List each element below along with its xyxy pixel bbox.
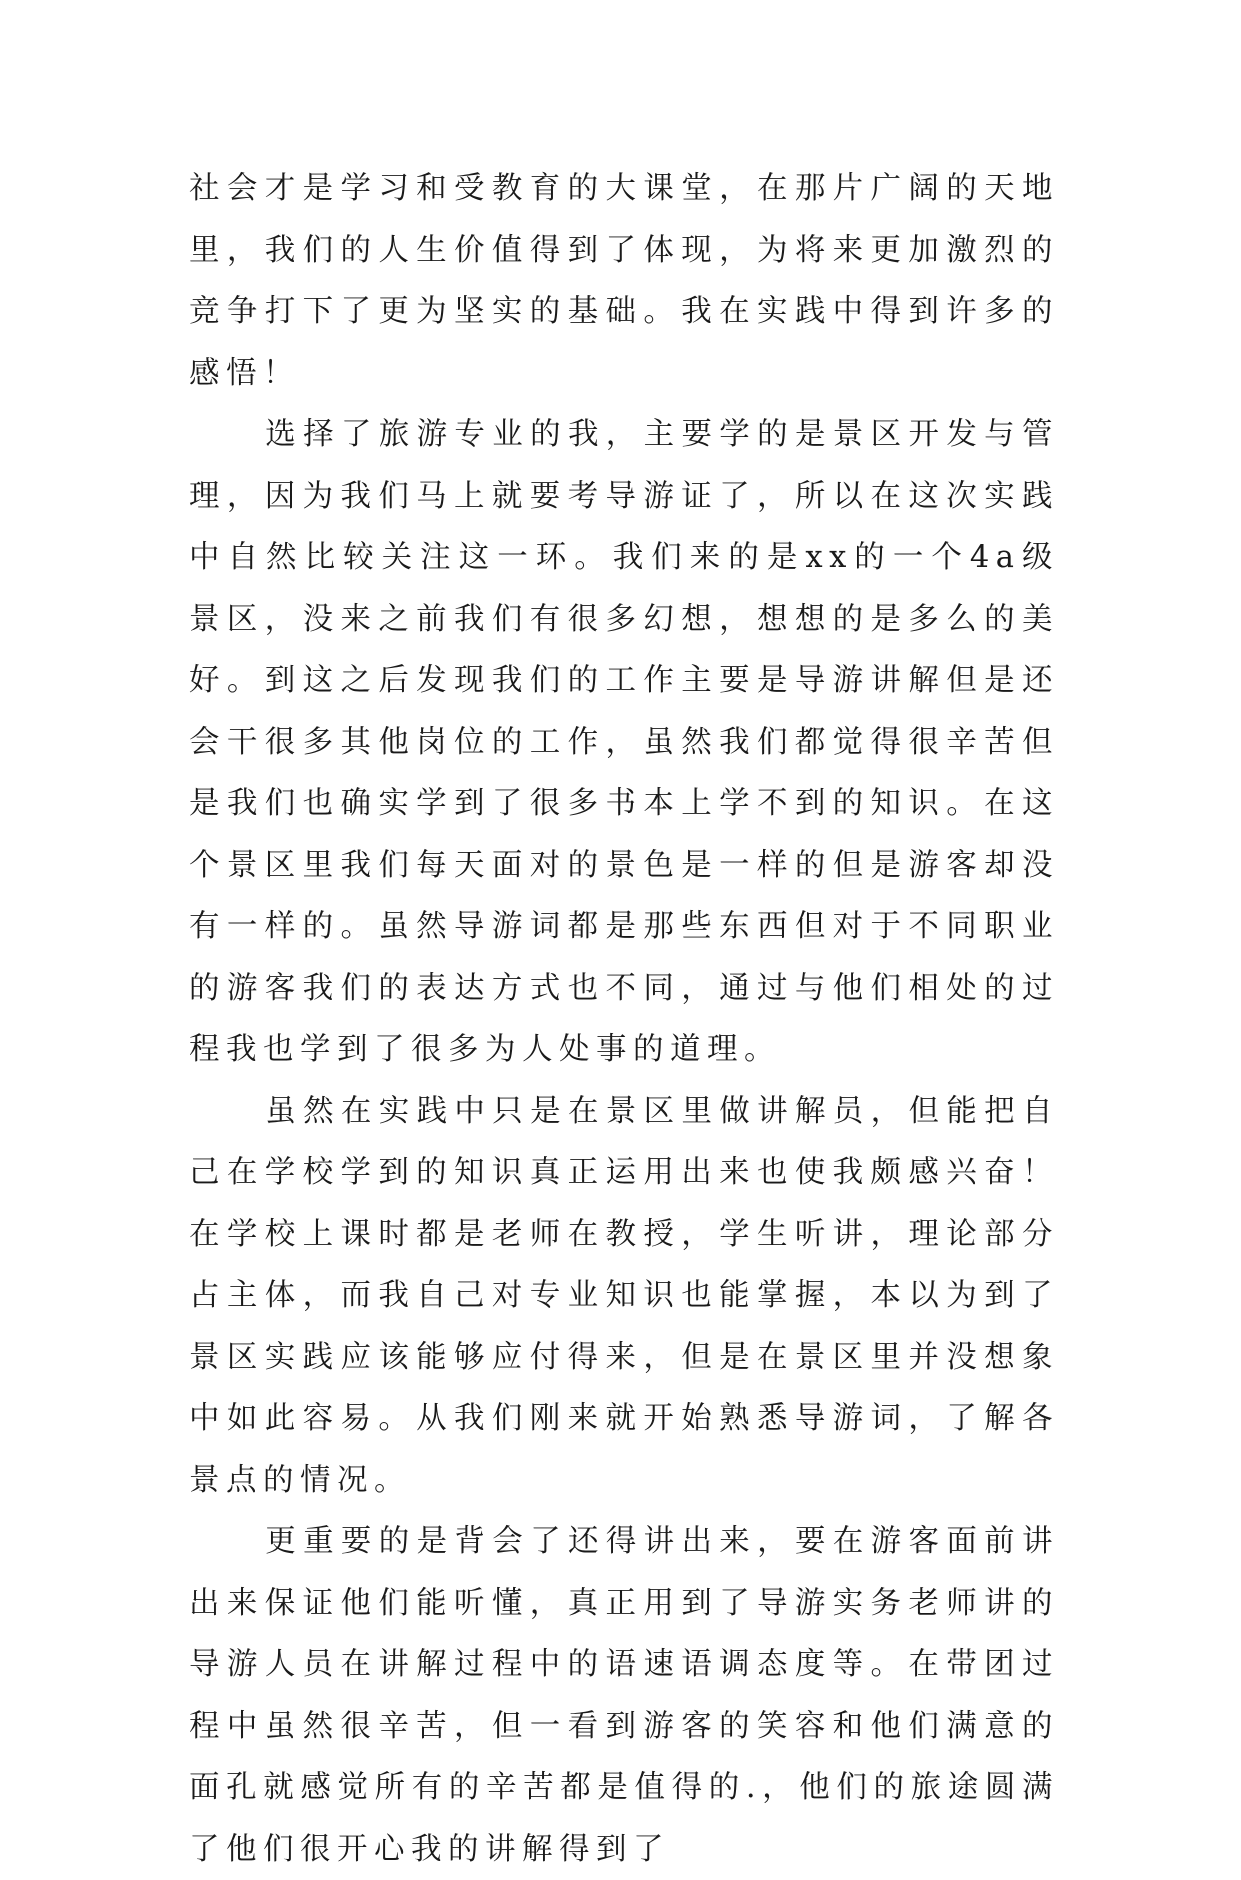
paragraph-3: 虽然在实践中只是在景区里做讲解员，但能把自己在学校学到的知识真正运用出来也使我颇感兴奋！在学校上课时都是老师在教授，学生听讲，理论部分占主体，而我自己对专业知识也能掌握，本以为到了景区实践应该能够应付得来，但是在景区里并没想象中如此容易。从我们刚来就开始熟悉导游词，了解各景点的情况。 xyxy=(189,1093,1059,1498)
paragraph-4: 更重要的是背会了还得讲出来，要在游客面前讲出来保证他们能听懂，真正用到了导游实务老师讲的导游人员在讲解过程中的语速语调态度等。在带团过程中虽然很辛苦，但一看到游客的笑容和他们满意的面孔就感觉所有的辛苦都是值得的.，他们的旅途圆满了他们很开心我的讲解得到了 xyxy=(189,1524,1059,1867)
paragraph-1: 社会才是学习和受教育的大课堂，在那片广阔的天地里，我们的人生价值得到了体现，为将来更加激烈的竞争打下了更为坚实的基础。我在实践中得到许多的感悟！ xyxy=(189,171,1059,391)
paragraph-2: 选择了旅游专业的我，主要学的是景区开发与管理，因为我们马上就要考导游证了，所以在这次实践中自然比较关注这一环。我们来的是xx的一个4a级景区，没来之前我们有很多幻想，想想的是多么的美好。到这之后发现我们的工作主要是导游讲解但是还会干很多其他岗位的工作，虽然我们都觉得很辛苦但是我们也确实学到了很多书本上学不到的知识。在这个景区里我们每天面对的景色是一样的但是游客却没有一样的。虽然导游词都是那些东西但对于不同职业的游客我们的表达方式也不同，通过与他们相处的过程我也学到了很多为人处事的道理。 xyxy=(189,417,1059,1067)
document-body xyxy=(189,158,1059,1880)
